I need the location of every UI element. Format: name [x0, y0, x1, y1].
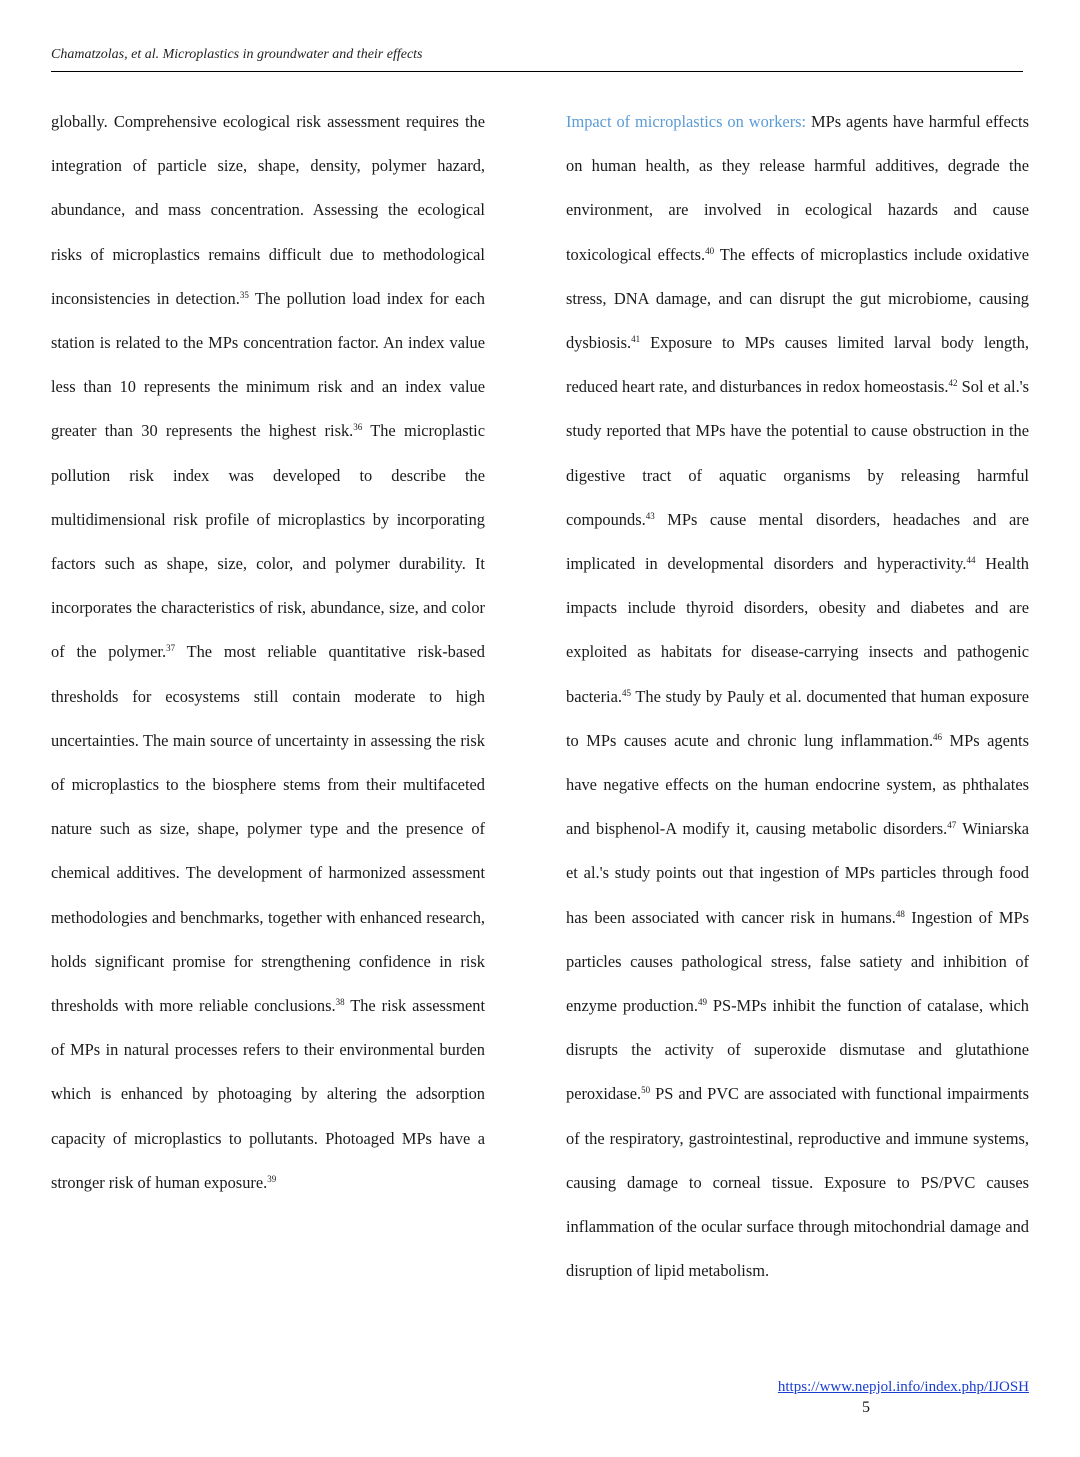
text-segment: The microplastic pollution risk index was developed to describe the multidimensional risk profile of microplastics by incorporating factors such as shape, size, color, and polymer durability. It incorporates the characteristics of risk, abundance, size, and color of the polymer.: [51, 421, 485, 662]
citation-ref: 37: [166, 643, 176, 654]
page-number: 5: [862, 1399, 870, 1416]
text-segment: PS and PVC are associated with functional impairments of the respiratory, gastrointestinal, reproductive and immune systems, causing damage to corneal tissue. Exposure to PS/PVC causes inflammation of the ocular surface through mitochondrial damage and disruption of lipid metabolism.: [566, 1084, 1029, 1281]
citation-ref: 50: [641, 1085, 651, 1096]
citation-ref: 43: [645, 510, 655, 521]
citation-ref: 38: [335, 997, 345, 1008]
text-segment: globally. Comprehensive ecological risk assessment requires the integration of particle size, shape, density, polymer hazard, abundance, and mass concentration. Assessing the ecological risks of microplastics remains difficult due to methodological inconsistencies in detection.: [51, 112, 485, 308]
text-segment: Exposure to MPs causes limited larval body length, reduced heart rate, and disturbances in redox homeostasis.: [566, 333, 1029, 397]
text-segment: MPs agents have negative effects on the human endocrine system, as phthalates and bisphenol-A modify it, causing metabolic disorders.: [566, 730, 1029, 839]
citation-ref: 40: [705, 245, 715, 256]
text-segment: The study by Pauly et al. documented that human exposure to MPs causes acute and chronic lung inflammation.: [566, 686, 1029, 750]
running-header: Chamatzolas, et al. Microplastics in groundwater and their effects: [51, 47, 423, 62]
text-segment: The most reliable quantitative risk-based thresholds for ecosystems still contain moderate to high uncertainties. The main source of uncertainty in assessing the risk of microplastics to the biosphere stems from their multifaceted nature such as size, shape, polymer type and the presence of chemical additives. The development of harmonized assessment methodologies and benchmarks, together with enhanced research, holds significant promise for strengthening confidence in risk thresholds with more reliable conclusions.: [51, 642, 485, 1016]
text-segment: Sol et al.'s study reported that MPs have the potential to cause obstruction in the digestive tract of aquatic organisms by releasing harmful compounds.: [566, 377, 1029, 529]
citation-ref: 44: [966, 555, 976, 566]
citation-ref: 45: [621, 687, 631, 698]
text-segment: The effects of microplastics include oxidative stress, DNA damage, and can disrupt the gut microbiome, causing dysbiosis.: [566, 244, 1029, 353]
text-segment: PS-MPs inhibit the function of catalase, which disrupts the activity of superoxide dismutase and glutathione peroxidase.: [566, 996, 1029, 1104]
citation-ref: 41: [631, 334, 641, 345]
header-divider: [51, 71, 1023, 72]
text-segment: MPs agents have harmful effects on human health, as they release harmful additives, degrade the environment, are involved in ecological hazards and cause toxicological effects.: [566, 112, 1029, 264]
citation-ref: 42: [948, 378, 958, 389]
text-segment: The pollution load index for each station is related to the MPs concentration factor. An index value less than 10 represents the minimum risk and an index value greater than 30 represents the highest risk.: [51, 288, 485, 441]
text-segment: MPs cause mental disorders, headaches and are implicated in developmental disorders and hyperactivity.: [566, 509, 1029, 574]
journal-link[interactable]: https://www.nepjol.info/index.php/IJOSH: [777, 1379, 1029, 1395]
citation-ref: 36: [353, 422, 363, 433]
text-segment: Ingestion of MPs particles causes pathological stress, false satiety and inhibition of enzyme production.: [566, 907, 1029, 1016]
text-segment: Winiarska et al.'s study points out that ingestion of MPs particles through food has been associated with cancer risk in humans.: [566, 819, 1030, 927]
citation-ref: 46: [933, 731, 943, 742]
text-segment: The risk assessment of MPs in natural processes refers to their environmental burden which is enhanced by photoaging by altering the adsorption capacity of microplastics to pollutants. Photoaged MPs have a stronger risk of human exposure.: [51, 996, 485, 1192]
left-column: [51, 100, 485, 1205]
section-heading: Impact of microplastics on workers:: [566, 112, 807, 131]
citation-ref: 49: [697, 997, 707, 1008]
citation-ref: 39: [267, 1173, 277, 1184]
right-column: [566, 100, 1029, 1293]
text-segment: Health impacts include thyroid disorders, obesity and diabetes and are exploited as habitats for disease-carrying insects and pathogenic bacteria.: [566, 554, 1029, 706]
citation-ref: 35: [239, 289, 249, 300]
citation-ref: 48: [895, 908, 905, 919]
citation-ref: 47: [947, 820, 957, 831]
